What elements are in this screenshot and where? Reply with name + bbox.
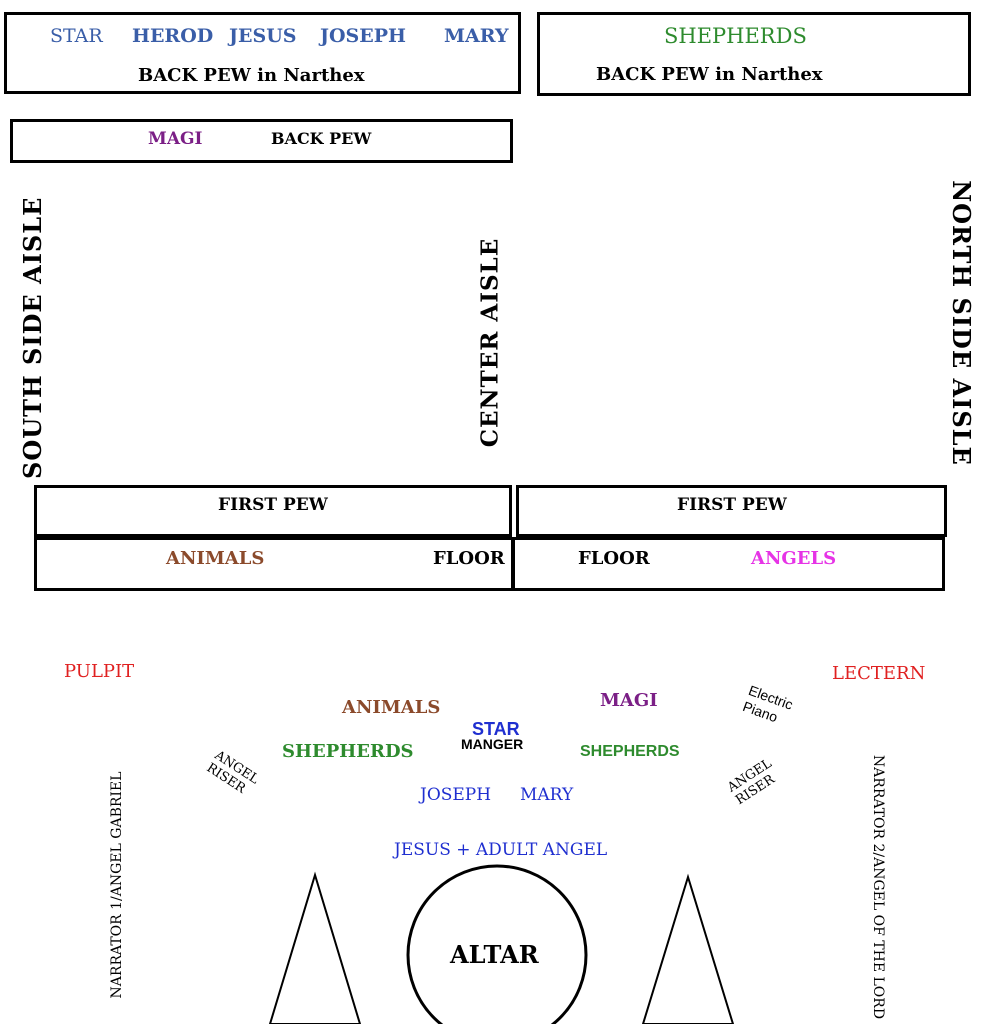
right-candle-triangle [643,877,733,1024]
electric-piano: Electric Piano [740,682,796,726]
lectern: LECTERN [832,663,926,684]
role-magi-back: MAGI [148,129,203,149]
back-pew-narthex-right-label: BACK PEW in Narthex [596,64,823,85]
floor-right-label: FLOOR [578,548,650,569]
left-candle-triangle [270,875,360,1024]
first-pew-right-label: FIRST PEW [677,495,787,515]
manger: MANGER [461,736,524,752]
animals-chancel: ANIMALS [342,697,441,718]
first-pew-left-label: FIRST PEW [218,495,328,515]
role-shepherds-narthex: SHEPHERDS [664,24,807,48]
floor-left-label: FLOOR [433,548,505,569]
shepherds-chancel-right: SHEPHERDS [580,743,680,760]
back-pew-label: BACK PEW [271,129,372,148]
magi-chancel: MAGI [600,690,658,711]
back-pew-narthex-left-label: BACK PEW in Narthex [138,65,365,86]
role-joseph: JOSEPH [320,25,406,47]
star-chancel: STAR [472,719,520,739]
pulpit: PULPIT [64,661,135,682]
role-jesus: JESUS [229,25,297,47]
angel-riser-right: ANGEL RISER [725,756,778,809]
angel-riser-left: ANGEL RISER [203,748,262,797]
role-herod: HEROD [132,25,214,47]
altar-label: ALTAR [450,940,539,969]
mary-chancel: MARY [520,785,574,805]
animals-front: ANIMALS [166,548,265,569]
role-star: STAR [50,25,103,47]
shepherds-chancel-left: SHEPHERDS [282,741,414,762]
angels-front: ANGELS [751,548,837,569]
role-mary: MARY [444,25,509,47]
joseph-chancel: JOSEPH [420,785,492,805]
jesus-adult-angel: JESUS + ADULT ANGEL [394,840,608,860]
back-pew [10,119,513,163]
floor-right [512,537,945,591]
